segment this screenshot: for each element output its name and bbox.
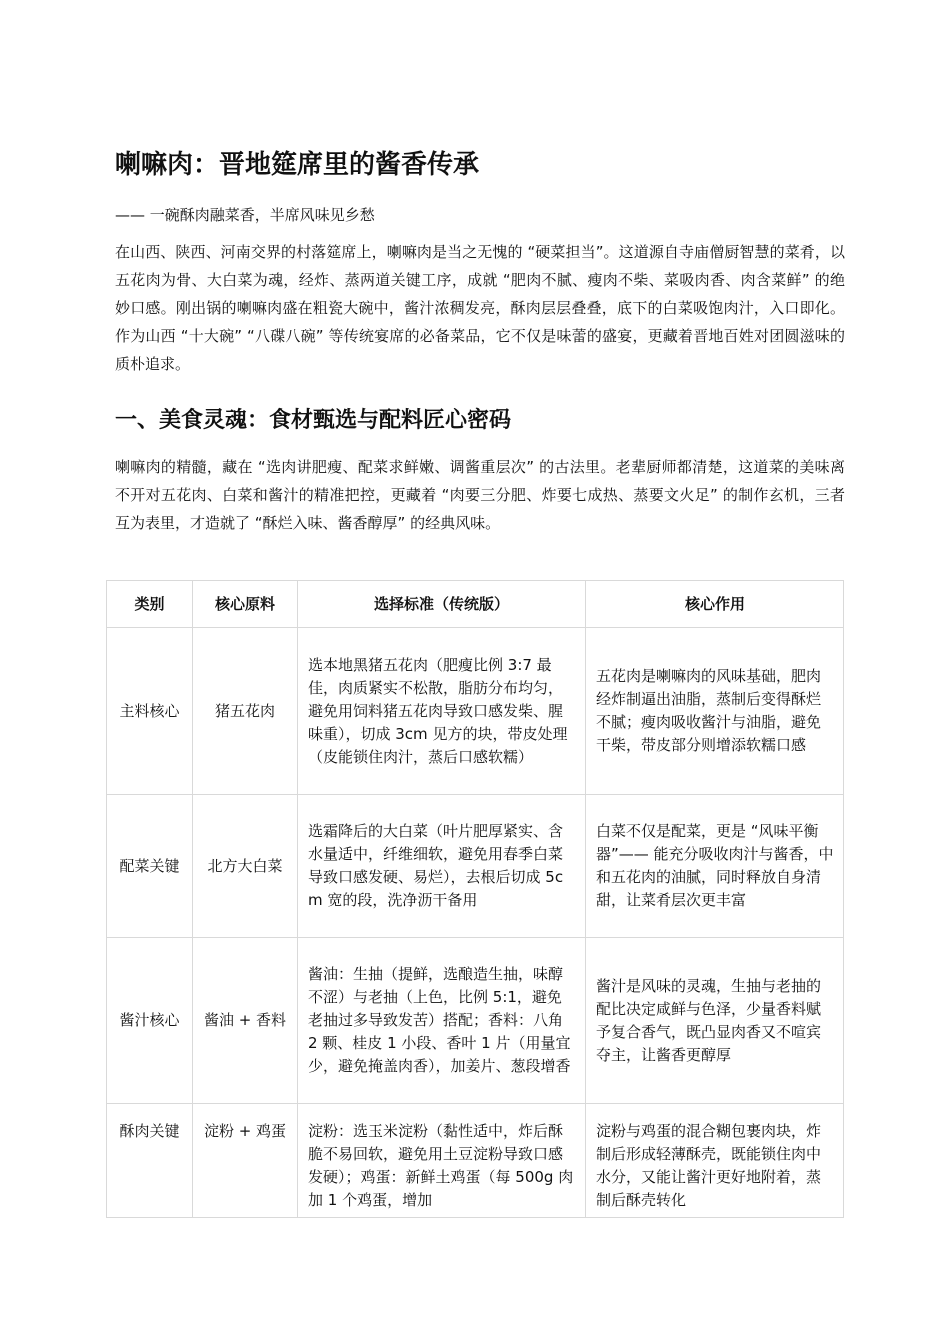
cell-category: 酥肉关键 (107, 1104, 193, 1219)
ingredients-table-container (106, 580, 844, 1218)
header-role: 核心作用 (586, 581, 845, 628)
cell-material: 猪五花肉 (193, 628, 298, 795)
cell-material: 北方大白菜 (193, 795, 298, 938)
cell-role: 白菜不仅是配菜，更是 “风味平衡器”—— 能充分吸收肉汁与酱香，中和五花肉的油腻，同时释放自身清甜，让菜肴层次更丰富 (586, 795, 845, 938)
cell-category: 酱汁核心 (107, 938, 193, 1104)
ingredients-table (106, 580, 844, 1218)
cell-standard: 淀粉：选玉米淀粉（黏性适中，炸后酥脆不易回软，避免用土豆淀粉导致口感发硬）；鸡蛋：新鲜土鸡蛋（每 500g 肉加 1 个鸡蛋，增加 (298, 1104, 586, 1219)
page-subtitle: —— 一碗酥肉融菜香，半席风味见乡愁 (115, 206, 375, 224)
cell-material: 酱油 + 香料 (193, 938, 298, 1104)
intro-paragraph: 在山西、陕西、河南交界的村落筵席上，喇嘛肉是当之无愧的 “硬菜担当”。这道源自寺庙僧厨智慧的菜肴，以五花肉为骨、大白菜为魂，经炸、蒸两道关键工序，成就 “肥肉不腻、瘦肉不柴、菜吸肉香、肉含菜鲜” 的绝妙口感。刚出锅的喇嘛肉盛在粗瓷大碗中，酱汁浓稠发亮，酥肉层层叠叠，底下的白菜吸饱肉汁，入口即化。作为山西 “十大碗” “八碟八碗” 等传统宴席的必备菜品，它不仅是味蕾的盛宴，更藏着晋地百姓对团圆滋味的质朴追求。 (115, 243, 845, 373)
table-row (107, 1104, 845, 1219)
table-header-row (107, 581, 845, 628)
section-heading: 一、美食灵魂：食材甄选与配料匠心密码 (115, 408, 512, 433)
cell-role: 淀粉与鸡蛋的混合糊包裹肉块，炸制后形成轻薄酥壳，既能锁住肉中水分，又能让酱汁更好地附着，蒸制后酥壳转化 (586, 1104, 845, 1219)
header-category: 类别 (107, 581, 193, 628)
cell-category: 配菜关键 (107, 795, 193, 938)
cell-role: 酱汁是风味的灵魂，生抽与老抽的配比决定咸鲜与色泽，少量香料赋予复合香气，既凸显肉香又不喧宾夺主，让酱香更醇厚 (586, 938, 845, 1104)
cell-standard: 选本地黑猪五花肉（肥瘦比例 3:7 最佳，肉质紧实不松散，脂肪分布均匀，避免用饲料猪五花肉导致口感发柴、腥味重），切成 3cm 见方的块，带皮处理（皮能锁住肉汁，蒸后口感软糯） (298, 628, 586, 795)
cell-standard: 选霜降后的大白菜（叶片肥厚紧实、含水量适中，纤维细软，避免用春季白菜导致口感发硬、易烂），去根后切成 5cm 宽的段，洗净沥干备用 (298, 795, 586, 938)
table-row (107, 938, 845, 1104)
header-standard: 选择标准（传统版） (298, 581, 586, 628)
table-row (107, 795, 845, 938)
cell-role: 五花肉是喇嘛肉的风味基础，肥肉经炸制逼出油脂，蒸制后变得酥烂不腻；瘦肉吸收酱汁与油脂，避免干柴，带皮部分则增添软糯口感 (586, 628, 845, 795)
cell-category: 主料核心 (107, 628, 193, 795)
cell-standard: 酱油：生抽（提鲜，选酿造生抽，味醇不涩）与老抽（上色，比例 5:1，避免老抽过多导致发苦）搭配；香料：八角 2 颗、桂皮 1 小段、香叶 1 片（用量宜少，避免掩盖肉香），加姜片、葱段增香 (298, 938, 586, 1104)
header-material: 核心原料 (193, 581, 298, 628)
page-title: 喇嘛肉：晋地筵席里的酱香传承 (115, 150, 480, 180)
cell-material: 淀粉 + 鸡蛋 (193, 1104, 298, 1219)
table-row (107, 628, 845, 795)
section-paragraph: 喇嘛肉的精髓，藏在 “选肉讲肥瘦、配菜求鲜嫩、调酱重层次” 的古法里。老辈厨师都清楚，这道菜的美味离不开对五花肉、白菜和酱汁的精准把控，更藏着 “肉要三分肥、炸要七成热、蒸要文火足” 的制作玄机，三者互为表里，才造就了 “酥烂入味、酱香醇厚” 的经典风味。 (115, 458, 845, 532)
